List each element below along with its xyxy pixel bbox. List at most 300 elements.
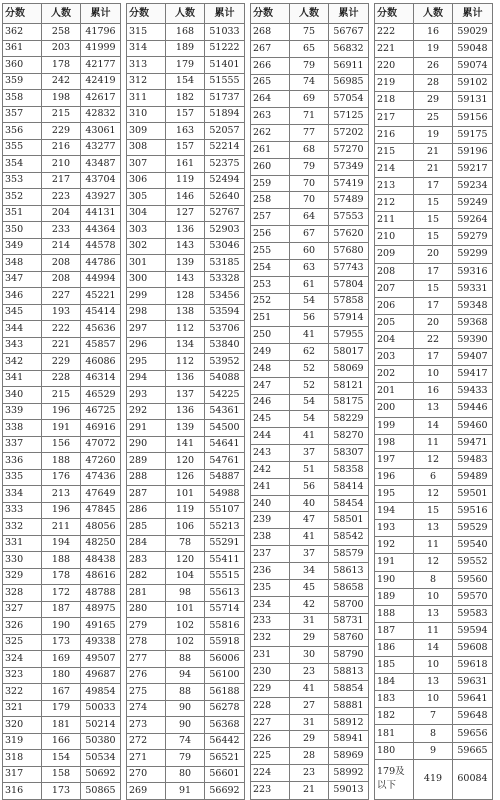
score-cell: 314: [127, 40, 166, 57]
count-cell: 138: [166, 304, 205, 321]
score-cell: 199: [375, 417, 414, 434]
score-cell: 283: [127, 552, 166, 569]
cumulative-cell: 58121: [329, 377, 369, 394]
cumulative-cell: 53952: [205, 354, 245, 371]
score-cell: 304: [127, 205, 166, 222]
cumulative-cell: 57858: [329, 293, 369, 310]
table-row: [3, 568, 121, 585]
score-cell: 292: [127, 403, 166, 420]
cumulative-cell: 59641: [453, 691, 493, 708]
score-cell: 310: [127, 106, 166, 123]
cumulative-cell: 58454: [329, 495, 369, 512]
score-cell: 356: [3, 123, 42, 140]
count-cell: 141: [166, 436, 205, 453]
table-row: [3, 172, 121, 189]
score-cell: 241: [251, 478, 290, 495]
cumulative-cell: 58501: [329, 512, 369, 529]
table-row: [3, 552, 121, 569]
table-row: [375, 229, 493, 246]
table-row: [127, 684, 245, 701]
cumulative-cell: 58307: [329, 445, 369, 462]
count-cell: 139: [166, 255, 205, 272]
table-row: [127, 403, 245, 420]
cumulative-cell: 53185: [205, 255, 245, 272]
score-cell: 200: [375, 400, 414, 417]
count-cell: 14: [414, 417, 453, 434]
score-cell: 203: [375, 349, 414, 366]
score-cell: 330: [3, 552, 42, 569]
table-row: [127, 420, 245, 437]
score-cell: 191: [375, 554, 414, 571]
table-row: [127, 667, 245, 684]
table-row: [375, 109, 493, 126]
cumulative-cell: 56278: [205, 700, 245, 717]
score-cell: 297: [127, 321, 166, 338]
table-row: [127, 90, 245, 107]
score-cell: 298: [127, 304, 166, 321]
table-row: [251, 108, 369, 125]
cumulative-cell: 53840: [205, 337, 245, 354]
table-row: [251, 664, 369, 681]
count-cell: 52: [290, 360, 329, 377]
cumulative-cell: 57125: [329, 108, 369, 125]
cumulative-cell: 51737: [205, 90, 245, 107]
score-cell: 286: [127, 502, 166, 519]
score-cell: 276: [127, 667, 166, 684]
cumulative-cell: 59348: [453, 297, 493, 314]
table-row: [251, 377, 369, 394]
cumulative-cell: 46314: [81, 370, 121, 387]
cumulative-cell: 47260: [81, 453, 121, 470]
score-cell: 187: [375, 622, 414, 639]
table-row: [127, 618, 245, 635]
score-cell: 333: [3, 502, 42, 519]
cumulative-cell: 59048: [453, 41, 493, 58]
cumulative-cell: 55291: [205, 535, 245, 552]
table-row: [3, 469, 121, 486]
cumulative-cell: 42617: [81, 90, 121, 107]
score-cell: 224: [251, 765, 290, 782]
score-cell: 273: [127, 717, 166, 734]
cumulative-cell: 59516: [453, 503, 493, 520]
table-row: [375, 708, 493, 725]
table-row: [251, 344, 369, 361]
count-cell: 41: [290, 680, 329, 697]
score-cell: 190: [375, 571, 414, 588]
count-cell: 191: [42, 420, 81, 437]
cumulative-cell: 47436: [81, 469, 121, 486]
count-cell: 217: [42, 172, 81, 189]
table-row: [3, 700, 121, 717]
cumulative-cell: 58941: [329, 731, 369, 748]
table-row: [375, 212, 493, 229]
score-cell: 181: [375, 725, 414, 742]
score-cell: 294: [127, 370, 166, 387]
count-cell: 52: [290, 377, 329, 394]
table-row: [3, 139, 121, 156]
cumulative-cell: 52767: [205, 205, 245, 222]
count-cell: 189: [166, 40, 205, 57]
cumulative-cell: 58790: [329, 647, 369, 664]
count-cell: 28: [290, 748, 329, 765]
count-cell: 106: [166, 519, 205, 536]
count-cell: 56: [290, 310, 329, 327]
cumulative-cell: 56521: [205, 750, 245, 767]
score-cell: 289: [127, 453, 166, 470]
table-row: [3, 222, 121, 239]
count-cell: 68: [290, 141, 329, 158]
score-cell: 258: [251, 192, 290, 209]
count-cell: 80: [166, 766, 205, 783]
score-cell: 355: [3, 139, 42, 156]
count-cell: 21: [414, 143, 453, 160]
count-cell: 101: [166, 601, 205, 618]
cumulative-cell: 47649: [81, 486, 121, 503]
count-cell: 56: [290, 478, 329, 495]
score-cell: 322: [3, 684, 42, 701]
score-cell: 228: [251, 697, 290, 714]
count-cell: 136: [166, 222, 205, 239]
score-cell: 295: [127, 354, 166, 371]
score-cell: 196: [375, 468, 414, 485]
table-row: [251, 563, 369, 580]
table-row: [251, 546, 369, 563]
table-row: [3, 651, 121, 668]
cumulative-cell: 43704: [81, 172, 121, 189]
table-row: [127, 156, 245, 173]
cumulative-cell: 57804: [329, 276, 369, 293]
count-cell: 19: [414, 41, 453, 58]
table-row: [251, 276, 369, 293]
header-cumulative: 累计: [205, 4, 245, 24]
score-cell: 288: [127, 469, 166, 486]
table-row: [127, 766, 245, 783]
table-row: [375, 246, 493, 263]
score-cell: 183: [375, 691, 414, 708]
score-cell: 193: [375, 520, 414, 537]
score-table-column-2: [126, 3, 245, 800]
table-row: [375, 58, 493, 75]
table-row: [3, 271, 121, 288]
count-cell: 173: [42, 783, 81, 800]
cumulative-cell: 59196: [453, 143, 493, 160]
cumulative-cell: 50380: [81, 733, 121, 750]
cumulative-cell: 44786: [81, 255, 121, 272]
header-row: [375, 4, 493, 24]
score-cell: 247: [251, 377, 290, 394]
score-cell: 256: [251, 226, 290, 243]
table-row: [127, 486, 245, 503]
table-row: [3, 156, 121, 173]
table-row: [375, 297, 493, 314]
cumulative-cell: 54225: [205, 387, 245, 404]
table-row: [251, 125, 369, 142]
table-row: [127, 288, 245, 305]
count-cell: 178: [42, 568, 81, 585]
score-cell: 361: [3, 40, 42, 57]
count-cell: 63: [290, 259, 329, 276]
table-row: [375, 622, 493, 639]
score-cell: 233: [251, 613, 290, 630]
cumulative-cell: 54361: [205, 403, 245, 420]
cumulative-cell: 59540: [453, 537, 493, 554]
cumulative-cell: 58700: [329, 596, 369, 613]
header-count: 人数: [414, 4, 453, 24]
cumulative-cell: 59583: [453, 605, 493, 622]
cumulative-cell: 56368: [205, 717, 245, 734]
score-cell: 328: [3, 585, 42, 602]
count-cell: 15: [414, 212, 453, 229]
cumulative-cell: 45857: [81, 337, 121, 354]
score-cell: 269: [127, 783, 166, 800]
score-cell: 217: [375, 109, 414, 126]
cumulative-cell: 54887: [205, 469, 245, 486]
table-row: [251, 24, 369, 41]
score-cell: 180: [375, 742, 414, 759]
cumulative-cell: 59631: [453, 674, 493, 691]
count-cell: 13: [414, 605, 453, 622]
score-cell: 185: [375, 657, 414, 674]
table-row: [251, 74, 369, 91]
cumulative-cell: 50033: [81, 700, 121, 717]
count-cell: 154: [166, 73, 205, 90]
score-cell: 317: [3, 766, 42, 783]
table-row: [3, 783, 121, 800]
header-row: [127, 4, 245, 24]
score-cell: 263: [251, 108, 290, 125]
cumulative-cell: 59156: [453, 109, 493, 126]
table-row: [3, 486, 121, 503]
cumulative-cell: 54988: [205, 486, 245, 503]
table-row: [375, 417, 493, 434]
table-row: [375, 571, 493, 588]
score-cell: 277: [127, 651, 166, 668]
count-cell: 179: [42, 700, 81, 717]
score-cell: 329: [3, 568, 42, 585]
cumulative-cell: 59529: [453, 520, 493, 537]
score-cell: 249: [251, 344, 290, 361]
score-cell: 227: [251, 714, 290, 731]
cumulative-cell: 55613: [205, 585, 245, 602]
count-cell: 41: [290, 428, 329, 445]
count-cell: 242: [42, 73, 81, 90]
cumulative-cell: 59299: [453, 246, 493, 263]
count-cell: 204: [42, 205, 81, 222]
count-cell: 79: [290, 57, 329, 74]
count-cell: 146: [166, 189, 205, 206]
count-cell: 21: [414, 160, 453, 177]
count-cell: 14: [414, 639, 453, 656]
cumulative-cell: 59331: [453, 280, 493, 297]
cumulative-cell: 46916: [81, 420, 121, 437]
score-cell: 184: [375, 674, 414, 691]
cumulative-cell: 54641: [205, 436, 245, 453]
cumulative-cell: 57955: [329, 327, 369, 344]
score-cell: 318: [3, 750, 42, 767]
score-table-column-1: [2, 3, 121, 800]
count-cell: 54: [290, 394, 329, 411]
table-row: [375, 639, 493, 656]
score-cell: 188: [375, 605, 414, 622]
cumulative-cell: 58017: [329, 344, 369, 361]
cumulative-cell: 46086: [81, 354, 121, 371]
score-cell: 208: [375, 263, 414, 280]
score-cell: 279: [127, 618, 166, 635]
score-cell: 259: [251, 175, 290, 192]
count-cell: 198: [42, 90, 81, 107]
count-cell: 27: [290, 697, 329, 714]
count-cell: 70: [290, 192, 329, 209]
score-cell: 198: [375, 434, 414, 451]
count-cell: 65: [290, 40, 329, 57]
table-row: [3, 618, 121, 635]
count-cell: 15: [414, 280, 453, 297]
count-cell: 60: [290, 242, 329, 259]
cumulative-cell: 58175: [329, 394, 369, 411]
cumulative-cell: 57419: [329, 175, 369, 192]
cumulative-cell: 53594: [205, 304, 245, 321]
table-row: [127, 57, 245, 74]
score-cell: 282: [127, 568, 166, 585]
cumulative-cell: 58813: [329, 664, 369, 681]
count-cell: 74: [290, 74, 329, 91]
cumulative-cell: 57054: [329, 91, 369, 108]
score-cell: 280: [127, 601, 166, 618]
table-row: [127, 370, 245, 387]
count-cell: 136: [166, 403, 205, 420]
cumulative-cell: 49854: [81, 684, 121, 701]
cumulative-cell: 55515: [205, 568, 245, 585]
count-cell: 228: [42, 370, 81, 387]
header-cumulative: 累计: [453, 4, 493, 24]
cumulative-cell: 59460: [453, 417, 493, 434]
table-row: [375, 400, 493, 417]
cumulative-cell: 54088: [205, 370, 245, 387]
count-cell: 178: [42, 57, 81, 74]
count-cell: 181: [42, 717, 81, 734]
count-cell: 88: [166, 684, 205, 701]
cumulative-cell: 59483: [453, 451, 493, 468]
count-cell: 75: [290, 24, 329, 41]
table-row: [251, 327, 369, 344]
score-cell: 303: [127, 222, 166, 239]
score-cell: 237: [251, 546, 290, 563]
count-cell: 215: [42, 106, 81, 123]
cumulative-cell: 56832: [329, 40, 369, 57]
score-cell: 204: [375, 331, 414, 348]
score-cell: 305: [127, 189, 166, 206]
score-table-column-3: [250, 3, 369, 800]
count-cell: 139: [166, 420, 205, 437]
cumulative-cell: 48616: [81, 568, 121, 585]
score-cell: 186: [375, 639, 414, 656]
count-cell: 11: [414, 622, 453, 639]
cumulative-cell: 50865: [81, 783, 121, 800]
cumulative-cell: 42419: [81, 73, 121, 90]
cumulative-cell: 51033: [205, 24, 245, 41]
table-row: [251, 529, 369, 546]
score-cell: 315: [127, 24, 166, 41]
cumulative-cell: 44578: [81, 238, 121, 255]
table-row: [127, 585, 245, 602]
table-row: [251, 579, 369, 596]
score-cell: 334: [3, 486, 42, 503]
count-cell: 172: [42, 585, 81, 602]
score-cell: 347: [3, 271, 42, 288]
score-cell: 264: [251, 91, 290, 108]
score-cell: 274: [127, 700, 166, 717]
cumulative-cell: 44994: [81, 271, 121, 288]
score-cell: 332: [3, 519, 42, 536]
score-cell: 248: [251, 360, 290, 377]
cumulative-cell: 59489: [453, 468, 493, 485]
count-cell: 119: [166, 172, 205, 189]
table-row: [375, 725, 493, 742]
count-cell: 221: [42, 337, 81, 354]
score-cell: 239: [251, 512, 290, 529]
count-cell: 196: [42, 403, 81, 420]
table-row: [127, 634, 245, 651]
score-cell: 230: [251, 664, 290, 681]
score-cell: 232: [251, 630, 290, 647]
table-row: [3, 733, 121, 750]
count-cell: 20: [414, 314, 453, 331]
table-row: [251, 360, 369, 377]
score-cell: 182: [375, 708, 414, 725]
count-cell: 134: [166, 337, 205, 354]
cumulative-cell: 59560: [453, 571, 493, 588]
table-row: [127, 519, 245, 536]
count-cell: 214: [42, 238, 81, 255]
table-row: [375, 280, 493, 297]
table-row: [251, 647, 369, 664]
table-row: [127, 73, 245, 90]
score-cell: 253: [251, 276, 290, 293]
score-cell: 306: [127, 172, 166, 189]
score-cell: 238: [251, 529, 290, 546]
table-row: [3, 717, 121, 734]
cumulative-cell: 51401: [205, 57, 245, 74]
table-row: [127, 700, 245, 717]
count-cell: 88: [166, 651, 205, 668]
cumulative-cell: 58414: [329, 478, 369, 495]
score-cell: 353: [3, 172, 42, 189]
table-row: [375, 331, 493, 348]
table-row: [375, 41, 493, 58]
table-row: [251, 175, 369, 192]
count-cell: 9: [414, 742, 453, 759]
table-row: [251, 226, 369, 243]
table-row: [127, 783, 245, 800]
count-cell: 12: [414, 485, 453, 502]
score-cell: 243: [251, 445, 290, 462]
score-cell: 222: [375, 24, 414, 41]
score-cell: 272: [127, 733, 166, 750]
count-cell: 188: [42, 453, 81, 470]
cumulative-cell: 55213: [205, 519, 245, 536]
header-count: 人数: [290, 4, 329, 24]
cumulative-cell: 59570: [453, 588, 493, 605]
table-row: [3, 453, 121, 470]
table-row: [251, 158, 369, 175]
cumulative-cell: 57680: [329, 242, 369, 259]
score-cell: 254: [251, 259, 290, 276]
score-cell: 245: [251, 411, 290, 428]
score-cell: 221: [375, 41, 414, 58]
count-cell: 23: [290, 765, 329, 782]
table-row: [375, 143, 493, 160]
count-cell: 11: [414, 434, 453, 451]
